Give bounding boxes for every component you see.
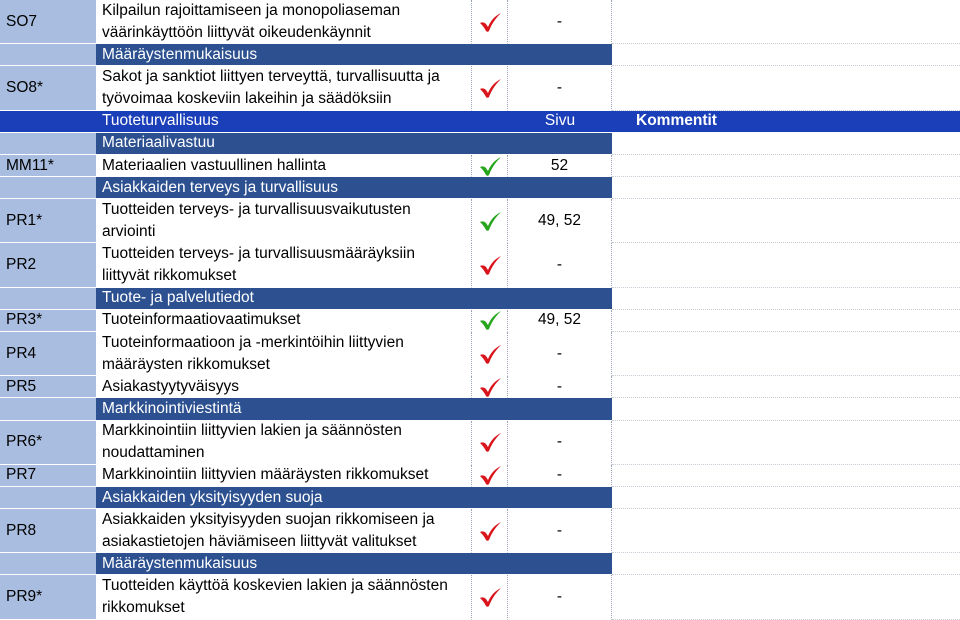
section-title: Määräystenmukaisuus	[96, 553, 508, 575]
description-text	[102, 0, 400, 44]
comment-cell	[612, 155, 960, 177]
indicator-description	[96, 155, 472, 177]
section-page-empty	[508, 398, 612, 420]
description-text	[102, 376, 239, 398]
indicator-code: PR1*	[0, 199, 96, 243]
code-cell-empty	[0, 133, 96, 155]
code-cell-empty	[0, 553, 96, 575]
description-line: määräysten rikkomukset	[102, 355, 270, 373]
section-title: Määräystenmukaisuus	[96, 44, 508, 66]
red-check-icon	[472, 376, 508, 398]
section-page-empty	[508, 44, 612, 66]
comment-cell	[612, 243, 960, 287]
description-line: Tuoteinformaatiovaatimukset	[102, 311, 301, 329]
green-check-icon	[472, 310, 508, 332]
page-reference: -	[508, 332, 612, 376]
page-reference: 52	[508, 155, 612, 177]
description-line: Materiaalien vastuullinen hallinta	[102, 156, 327, 174]
comment-cell	[612, 133, 960, 155]
section-page-empty	[508, 553, 612, 575]
description-line: Sakot ja sanktiot liittyen terveyttä, turvallisuutta ja	[102, 68, 440, 86]
code-cell-empty	[0, 288, 96, 310]
section-page-empty	[508, 177, 612, 199]
comment-cell	[612, 376, 960, 398]
green-check-icon	[472, 199, 508, 243]
description-text	[102, 575, 448, 619]
red-check-icon	[472, 465, 508, 487]
indicator-code: MM11*	[0, 155, 96, 177]
description-line: Markkinointiin liittyvien määräysten rikkomukset	[102, 466, 429, 484]
indicator-code: PR4	[0, 332, 96, 376]
comment-cell	[612, 332, 960, 376]
indicator-code: PR7	[0, 465, 96, 487]
indicator-description	[96, 0, 472, 44]
page-reference: -	[508, 0, 612, 44]
indicator-code: SO7	[0, 0, 96, 44]
comment-cell	[612, 66, 960, 110]
indicator-description	[96, 509, 472, 553]
green-check-icon	[472, 155, 508, 177]
page-reference: -	[508, 465, 612, 487]
description-line: Tuotteiden terveys- ja turvallisuusmääräyksiin	[102, 245, 415, 263]
indicator-code: PR2	[0, 243, 96, 287]
red-check-icon	[472, 332, 508, 376]
section-title: Tuote- ja palvelutiedot	[96, 288, 508, 310]
description-text	[102, 310, 300, 332]
comment-cell	[612, 199, 960, 243]
comment-cell	[612, 288, 960, 310]
indicator-description	[96, 332, 472, 376]
indicator-description	[96, 310, 472, 332]
indicator-description	[96, 243, 472, 287]
description-line: arviointi	[102, 222, 156, 240]
page-reference: -	[508, 66, 612, 110]
indicator-description	[96, 421, 472, 465]
description-line: asiakastietojen häviämiseen liittyvät valitukset	[102, 532, 417, 550]
description-text	[102, 332, 404, 376]
indicator-code: PR9*	[0, 575, 96, 619]
description-line: Tuotteiden terveys- ja turvallisuusvaikutusten	[102, 200, 411, 218]
comment-cell	[612, 465, 960, 487]
description-text	[102, 66, 440, 110]
code-cell-empty	[0, 487, 96, 509]
code-cell-empty	[0, 398, 96, 420]
section-title: Asiakkaiden yksityisyyden suoja	[96, 487, 508, 509]
indicator-code: SO8*	[0, 66, 96, 110]
comment-cell	[612, 553, 960, 575]
section-page-empty	[508, 288, 612, 310]
comment-cell	[612, 575, 960, 619]
code-cell-empty	[0, 44, 96, 66]
red-check-icon	[472, 421, 508, 465]
comment-cell	[612, 177, 960, 199]
indicator-code: PR6*	[0, 421, 96, 465]
red-check-icon	[472, 243, 508, 287]
description-line: Kilpailun rajoittamiseen ja monopoliaseman	[102, 1, 401, 19]
description-text	[102, 155, 326, 177]
indicator-description	[96, 66, 472, 110]
indicator-description	[96, 199, 472, 243]
description-text	[102, 421, 402, 465]
section-page-empty	[508, 487, 612, 509]
description-text	[102, 243, 415, 287]
red-check-icon	[472, 509, 508, 553]
description-line: Markkinointiin liittyvien lakien ja säännösten	[102, 422, 402, 440]
red-check-icon	[472, 0, 508, 44]
code-cell-empty	[0, 177, 96, 199]
indicator-description	[96, 376, 472, 398]
category-header-title: Tuoteturvallisuus	[96, 111, 508, 133]
comment-cell	[612, 509, 960, 553]
description-line: liittyvät rikkomukset	[102, 267, 237, 285]
page-reference: 49, 52	[508, 199, 612, 243]
page-reference: -	[508, 421, 612, 465]
description-line: Tuotteiden käyttöä koskevien lakien ja säännösten	[102, 577, 448, 595]
description-text	[102, 509, 435, 553]
red-check-icon	[472, 66, 508, 110]
header-code-cell	[0, 111, 96, 133]
indicator-code: PR5	[0, 376, 96, 398]
description-line: Asiakkaiden yksityisyyden suojan rikkomiseen ja	[102, 510, 435, 528]
page-reference: 49, 52	[508, 310, 612, 332]
page-reference: -	[508, 575, 612, 619]
comment-cell	[612, 44, 960, 66]
comment-cell	[612, 310, 960, 332]
page-column-header: Sivu	[508, 111, 612, 133]
page-reference: -	[508, 376, 612, 398]
comment-cell	[612, 398, 960, 420]
description-line: Asiakastyytyväisyys	[102, 377, 239, 395]
description-line: työvoimaa koskeviin lakeihin ja säädöksiin	[102, 90, 392, 108]
description-text	[102, 199, 411, 243]
indicator-description	[96, 465, 472, 487]
indicator-description	[96, 575, 472, 619]
description-line: noudattaminen	[102, 444, 205, 462]
comment-cell	[612, 0, 960, 44]
comment-cell	[612, 421, 960, 465]
indicator-code: PR8	[0, 509, 96, 553]
page-reference: -	[508, 243, 612, 287]
red-check-icon	[472, 575, 508, 619]
description-line: rikkomukset	[102, 599, 185, 617]
description-line: Tuoteinformaatioon ja -merkintöihin liittyvien	[102, 333, 404, 351]
section-title: Asiakkaiden terveys ja turvallisuus	[96, 177, 508, 199]
section-page-empty	[508, 133, 612, 155]
description-text	[102, 465, 428, 487]
section-title: Markkinointiviestintä	[96, 398, 508, 420]
comment-column-header: Kommentit	[612, 111, 960, 133]
section-title: Materiaalivastuu	[96, 133, 508, 155]
comment-cell	[612, 487, 960, 509]
description-line: väärinkäyttöön liittyvät oikeudenkäynnit	[102, 23, 371, 41]
indicator-code: PR3*	[0, 310, 96, 332]
page-reference: -	[508, 509, 612, 553]
